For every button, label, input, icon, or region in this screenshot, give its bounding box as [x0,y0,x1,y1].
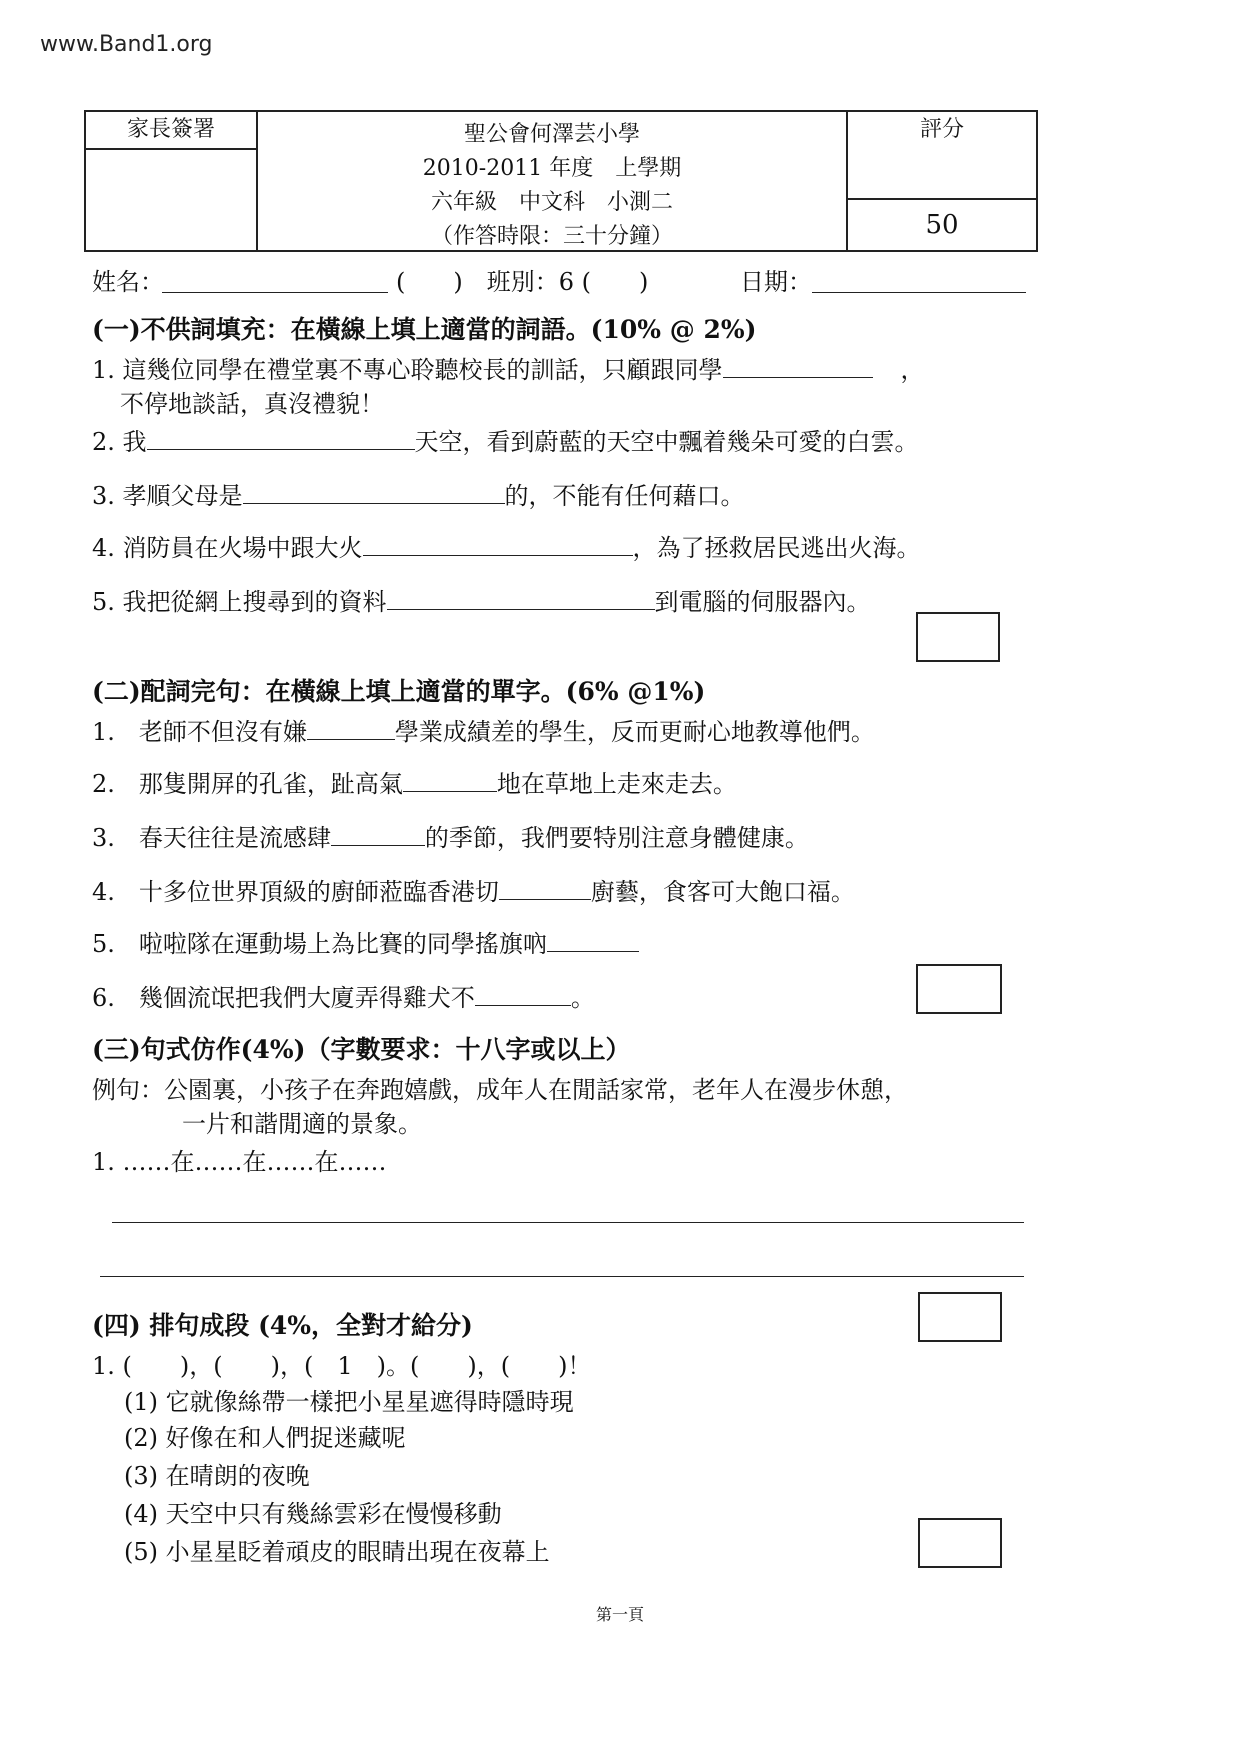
s2-q1: 1. 老師不但沒有嫌 學業成績差的學生，反而更耐心地教導他們。 [92,718,875,746]
title-block [256,118,848,254]
s1-q3: 3. 孝順父母是 的，不能有任何藉口。 [92,482,745,510]
s1-q1-blank[interactable] [723,355,873,378]
section2-title: (二)配詞完句：在橫線上填上適當的單字。(6% @1%) [92,677,706,706]
score-total: 50 [925,210,959,240]
watermark: www.Band1.org [40,32,213,57]
parent-sign-label: 家長簽署 [86,112,256,150]
s2-q2: 2. 那隻開屏的孔雀，趾高氣 地在草地上走來走去。 [92,770,737,798]
s1-q4-blank[interactable] [363,533,633,556]
section3-title: (三)句式仿作(4%)（字數要求：十八字或以上） [92,1035,631,1064]
s3-answer-line-2[interactable] [100,1276,1024,1277]
time-limit: （作答時限：三十分鐘） [430,224,673,249]
s3-example-a: 例句：公園裏，小孩子在奔跑嬉戲，成年人在閒話家常，老年人在漫步休憩， [92,1076,908,1104]
date-blank[interactable] [812,292,1026,293]
s2-q4-blank[interactable] [499,877,591,900]
s1-q5-blank[interactable] [387,587,655,610]
s1-q5: 5. 我把從網上搜尋到的資料 到電腦的伺服器內。 [92,588,871,616]
s2-q3-blank[interactable] [331,823,425,846]
s2-score-box[interactable] [916,964,1002,1014]
s3-q1-pattern: 1. ……在……在……在…… [92,1148,387,1176]
date-label: 日期： [740,268,812,296]
s2-q3: 3. 春天往往是流感肆 的季節，我們要特別注意身體健康。 [92,824,809,852]
header-table [84,110,1038,252]
parent-sign-cell [86,112,258,250]
s2-q6-blank[interactable] [475,983,571,1006]
score-divider [848,198,1036,200]
s4-item-2: (2) 好像在和人們捉迷藏呢 [124,1424,406,1452]
s1-score-box[interactable] [916,612,1000,662]
school-name: 聖公會何澤芸小學 [463,122,640,147]
s2-q5: 5. 啦啦隊在運動場上為比賽的同學搖旗吶 [92,924,639,959]
s4-item-4: (4) 天空中只有幾絲雲彩在慢慢移動 [124,1500,502,1528]
s2-q5-blank[interactable] [547,929,639,952]
section1-title: (一)不供詞填充：在橫線上填上適當的詞語。(10% @ 2%) [92,315,757,344]
s4-order-line: 1. ( )，( )，( 1 )。( )，( )！ [92,1352,592,1380]
name-label: 姓名： [92,268,164,296]
score-label: 評分 [919,117,964,142]
s3-example-b: 一片和諧閒適的景象。 [182,1110,422,1138]
s1-q4: 4. 消防員在火場中跟大火 ，為了拯救居民逃出火海。 [92,534,921,562]
s2-q4: 4. 十多位世界頂級的廚師蒞臨香港切 廚藝，食客可大飽口福。 [92,878,855,906]
s4-item-5: (5) 小星星眨着頑皮的眼睛出現在夜幕上 [124,1538,550,1566]
score-cell [846,112,1036,250]
s4-item-3: (3) 在晴朗的夜晚 [124,1462,310,1490]
s1-q1-line-a: 1. 這幾位同學在禮堂裏不專心聆聽校長的訓話，只顧跟同學 ， [92,356,925,384]
s2-q2-blank[interactable] [403,769,497,792]
s1-q2-blank[interactable] [147,427,415,450]
class-label: ( ) 班別：6 ( ) [396,268,649,296]
section4-title: (四) 排句成段 (4%，全對才給分) [92,1311,473,1340]
name-blank[interactable] [162,292,388,293]
s2-q1-blank[interactable] [307,717,395,740]
year-term: 2010-2011 年度 上學期 [422,156,682,181]
s1-q2: 2. 我 天空，看到蔚藍的天空中飄着幾朵可愛的白雲。 [92,428,919,456]
s3-answer-line-1[interactable] [112,1222,1024,1223]
s4-item-1: (1) 它就像絲帶一樣把小星星遮得時隱時現 [124,1388,574,1416]
page-number: 第一頁 [595,1605,644,1624]
s1-q1-line-b: 不停地談話，真沒禮貌！ [120,390,384,418]
s4-score-box-2[interactable] [918,1518,1002,1568]
grade-subject: 六年級 中文科 小測二 [430,190,673,215]
s1-q3-blank[interactable] [243,481,505,504]
s2-q6: 6. 幾個流氓把我們大廈弄得雞犬不 。 [92,984,595,1012]
s4-score-box[interactable] [918,1292,1002,1342]
